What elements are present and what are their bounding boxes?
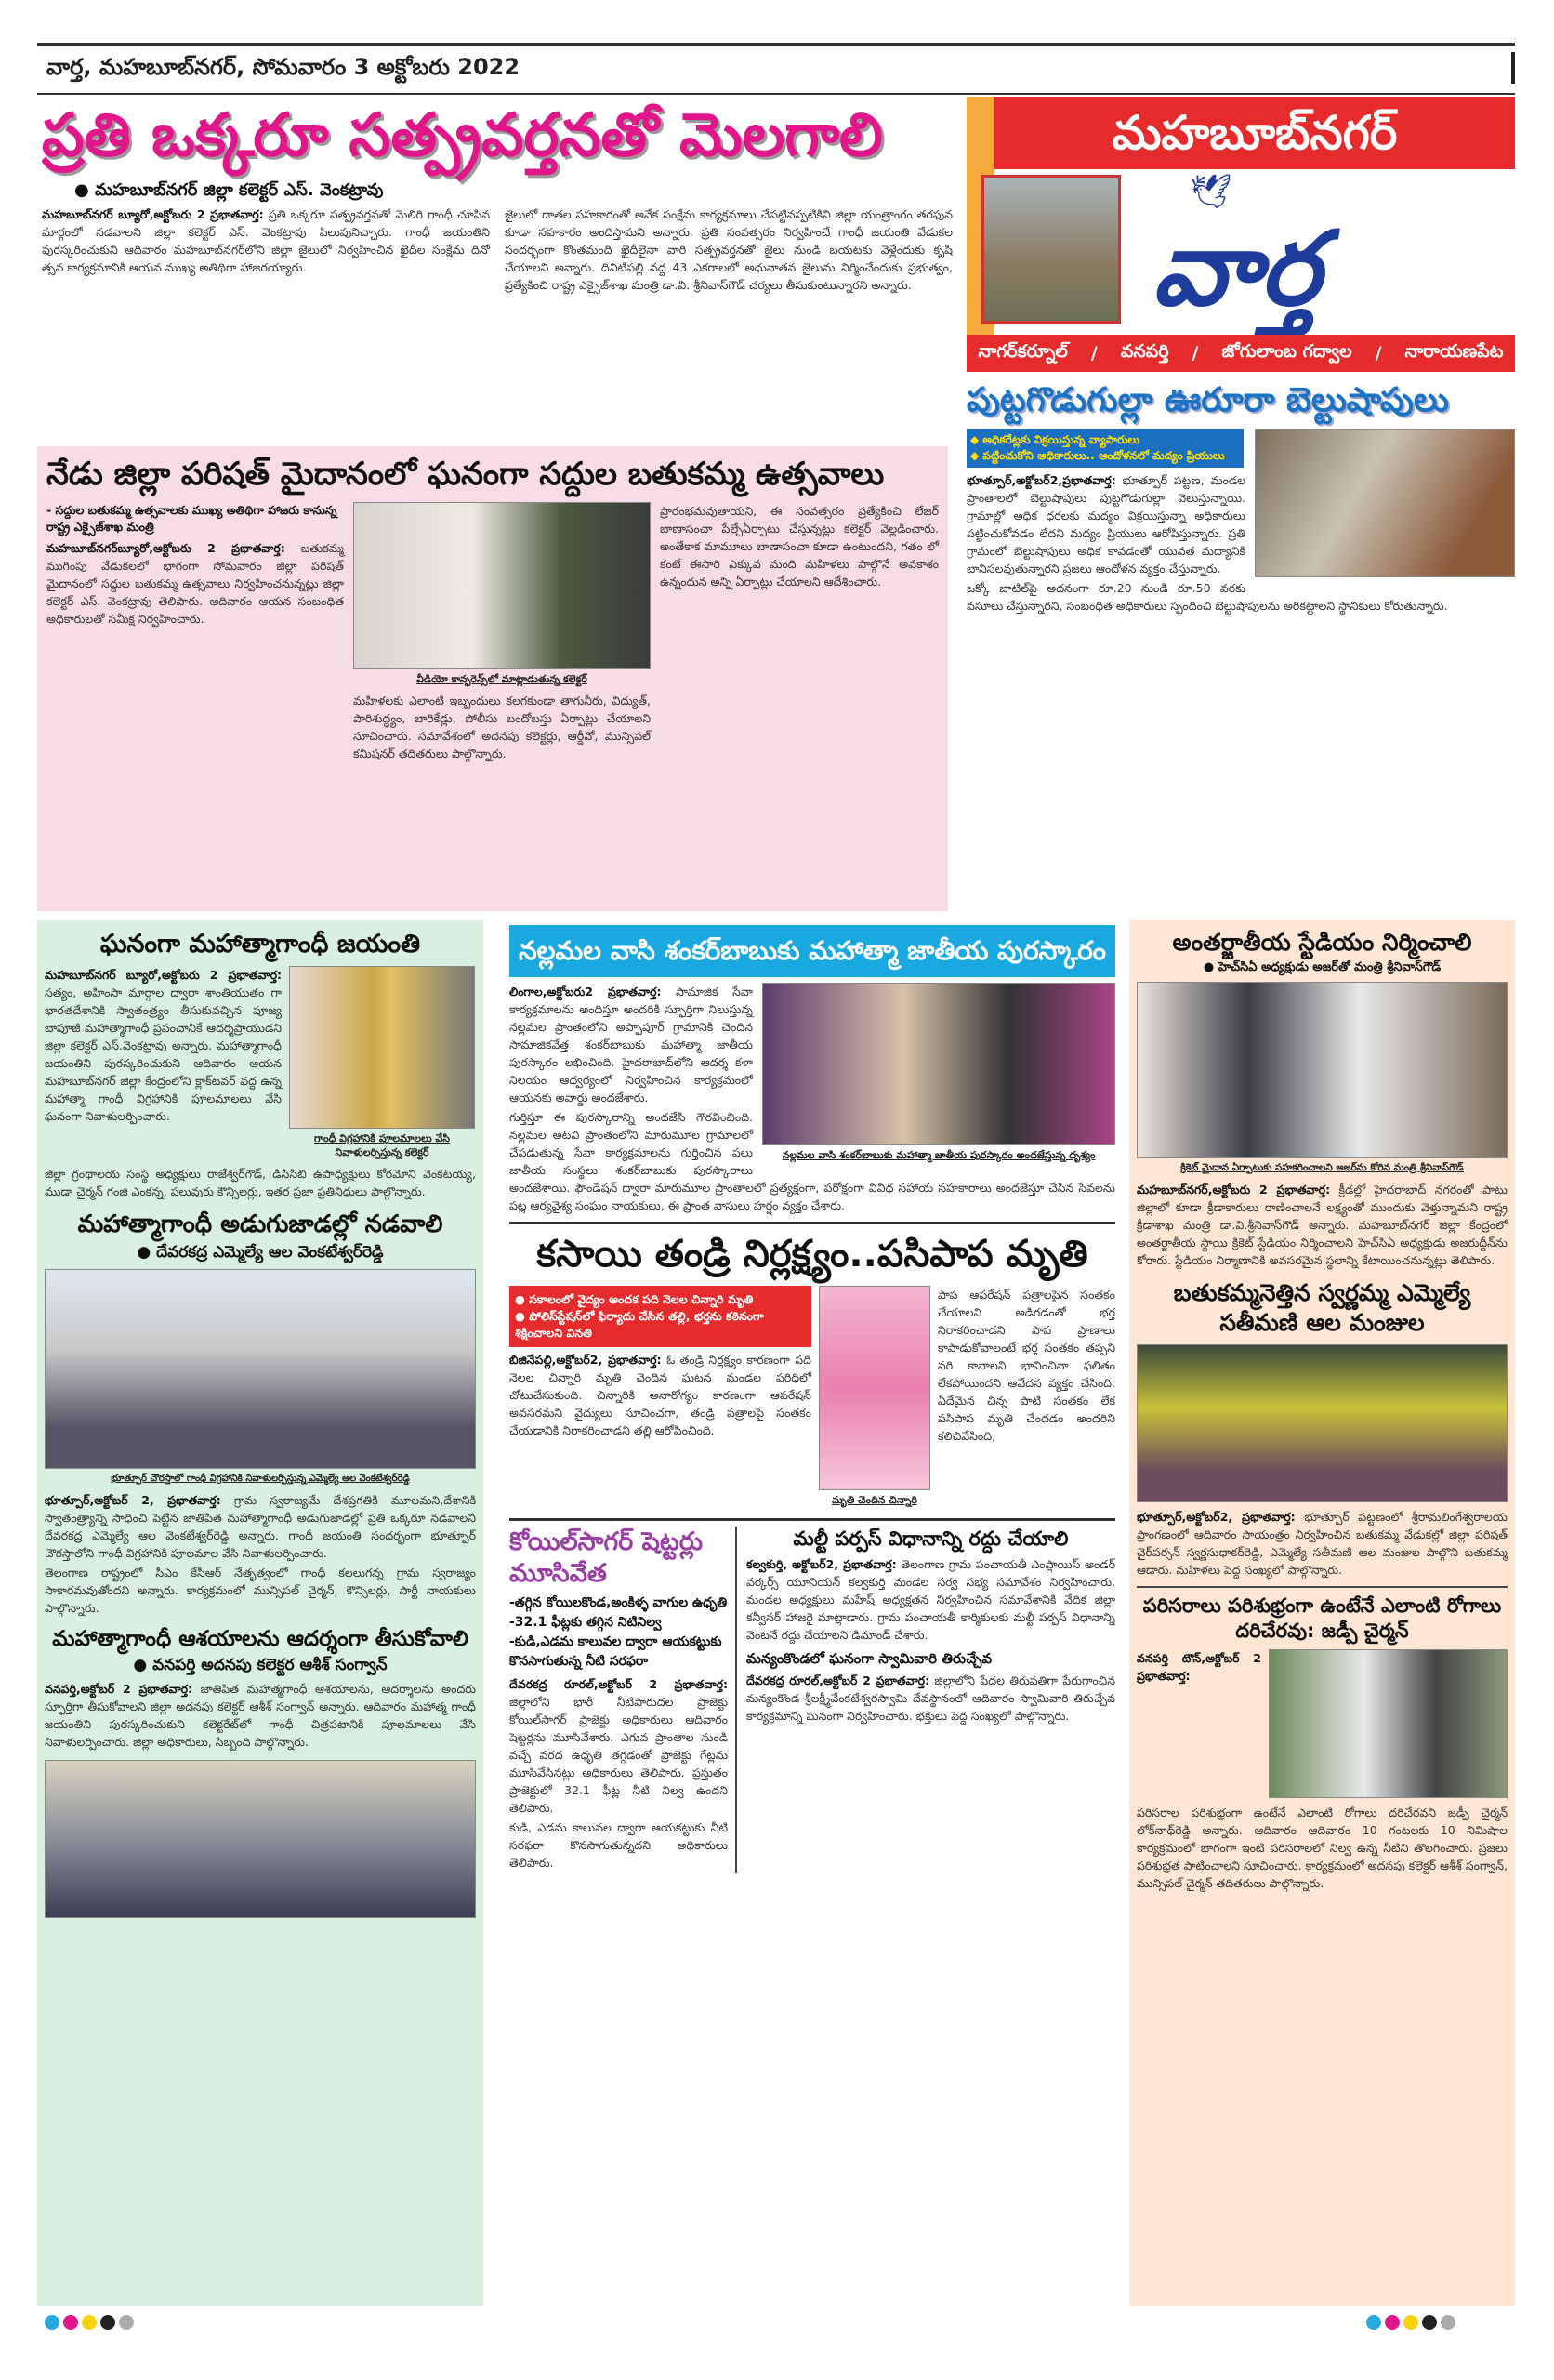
stadium-photo <box>1137 982 1508 1158</box>
baby-photo-block <box>819 1286 930 1513</box>
lead-dateline: మహబూబ్‌నగర్ బ్యూరో,అక్టోబరు 2 ప్రభాతవార్త: <box>42 206 264 221</box>
stadium-column <box>1129 920 1515 2306</box>
koilsagar-sub: -కుడి,ఎడమ కాలువల ద్వారా ఆయకట్టుకు కొనసాగుతున్న నీటి సరఫరా <box>509 1633 722 1669</box>
beer-bullet: ◆ అధికరేట్లకు విక్రయిస్తున్న వ్యాపారులు <box>970 433 1140 446</box>
multipurpose-headline: మల్టీ పర్పస్ విధానాన్ని రద్దు చేయాలి <box>793 1527 1069 1550</box>
zp-body-2 <box>1137 1804 1508 1894</box>
batukamma-caption: వీడియో కాన్ఫరెన్స్‌లో మాట్లాడుతున్న కలెక్టర్ <box>416 673 587 686</box>
stadium-caption: క్రికెట్ మైదాన ఏర్పాటుకు సహకరించాలని అజర్‌ను కోరిన మంత్రి శ్రీనివాస్‌గౌడ్ <box>1180 1161 1464 1173</box>
swarnamma-dateline: భూత్పూర్,అక్టోబర్2, ప్రభాతవార్త: <box>1137 1509 1296 1524</box>
koilsagar-subs <box>509 1593 728 1672</box>
devarakadra-para: గ్రామ స్వరాజ్యమే దేశప్రగతికి మూలమని,దేశానికి స్వాతంత్ర్యాన్ని సాధించి పెట్టిన జాతిపిత మహాత్మాగాంధీ అడుగుజాడల్లో ప్రతి ఒక్కరూ నడవాలని దేవరకద్ర ఎమ్మెల్యే ఆల వెంకటేశ్వర్‌రెడ్డి అన్నారు. గాంధీ జయంతి సందర్భంగా భూత్పూర్ చౌరస్తాలోని గాంధీ విగ్రహానికి పూలమాల వేసి నివాళులర్పించారు. <box>45 1492 476 1560</box>
nallamala-para: సామాజిక సేవా కార్యక్రమాలను అందిస్తూ అందరికి స్ఫూర్తిగా నిలుస్తున్న నల్లమల ప్రాంతంలోని అప్పాపూర్ గ్రామానికి చెందిన సామాజికవేత్త శంకర్‌బాబుకు మహాత్మా జాతీయ పురస్కారం లభించింది. హైదరాబాద్‌లోని ఆదర్శ కళా నిలయం ఆధ్వర్యంలో నిర్వహించిన కార్యక్రమంలో ఆయనకు అవార్డు అందజేశారు. <box>509 985 753 1104</box>
beer-headline: పుట్టగొడుగుల్లా ఊరూరా బెల్టుషాపులు <box>967 381 1449 419</box>
top-rule <box>37 43 1515 46</box>
gandhi-photo-block <box>289 966 475 1165</box>
batukamma-para: ప్రారంభమవుతాయని, ఈ సంవత్సరం ప్రత్యేకించి లేజర్ బాణాసంచా పేల్చేఏర్పాటు చేస్తున్నట్లు కలెక్టర్ వెల్లడించారు. అంతేకాక మామూలు బాణాసంచా కూడా ఉంటుందని, గతం లో కంటే ఈసారి ఎక్కువ మంది మహిళలు పాల్గొనే అవకాశం ఉన్నందున అన్ని ఏర్పాట్లు చేయాలని ఆదేశించారు. <box>660 504 939 589</box>
beer-para: భూత్పూర్ పట్టణ, మండల ప్రాంతాలలో బెల్టుషాపులు పుట్టగొడుగుల్లా వెలుస్తున్నాయి. గ్రామాల్లో అధిక ధరలకు మద్యం విక్రయిస్తున్నా అధికారులు పట్టించుకోవడం లేదని మద్యం ప్రియులు ఆరోపిస్తున్నారు. ప్రతి గ్రామంలో బెల్టుషాపులు అధిక కావడంతో యువత మద్యానికి బానిసలవుతున్నారని ప్రజలు ఆందోళన వ్యక్తం చేస్తున్నారు. <box>967 473 1245 575</box>
beer-dateline: భూత్పూర్,అక్టోబర్2,ప్రభాతవార్త: <box>967 473 1116 487</box>
swarnamma-para: భూత్పూర్ పట్టణంలో శ్రీరామలింగేశ్వరాలయ ప్రాంగణంలో ఆదివారం సాయంత్రం నిర్వహించిన బతుకమ్మ వేడుకల్లో జిల్లా పరిషత్ చైర్‌పర్సన్ స్వర్ణసుధాకర్‌రెడ్డి, ఎమ్మెల్యే సతీమణి ఆల మంజుల పాల్గొని బతుకమ్మ ఆడారు. మహిళలు పెద్ద సంఖ్యలో పాల్గొన్నారు. <box>1137 1509 1508 1577</box>
lead-headline: ప్రతి ఒక్కరూ సత్ప్రవర్తనతో మెలగాలి <box>42 101 883 170</box>
zp-dateline: వనపర్తి టౌన్,అక్టోబర్ 2 ప్రభాతవార్త: <box>1137 1651 1261 1684</box>
beer-bullet: ◆ పట్టించుకోని అధికారులు.. ఆందోళనలో మద్యం ప్రియులు <box>970 449 1225 462</box>
divider <box>509 1222 1115 1224</box>
nallamala-dateline: లింగాల,అక్టోబరు2 ప్రభాతవార్త: <box>509 985 662 998</box>
masthead-region: మహబూబ్‌నగర్ <box>994 97 1515 169</box>
swarnamma-headline: బతుకమ్మనెత్తిన స్వర్ణమ్మ ఎమ్మెల్యే సతీమణి ఆల మంజుల <box>1173 1278 1471 1336</box>
kasai-caption: మృతి చెందిన చిన్నారి <box>832 1494 917 1506</box>
nallamala-headline: నల్లమల వాసి శంకర్‌బాబుకు మహాత్మా జాతీయ పురస్కారం <box>509 925 1115 977</box>
video-conference-photo <box>353 502 651 669</box>
wanaparthy-photo <box>45 1760 476 1918</box>
lead-body <box>42 205 953 294</box>
stadium-byline: ● హెచ్‌సిఏ అధ్యక్షుడు అజర్‌తో మంత్రి శ్రీనివాస్‌గౌడ్ <box>1203 959 1442 974</box>
lead-para: జైలులో దాతల సహకారంతో అనేక సంక్షేమ కార్యక్రమాలు చేపట్టినప్పటికిని జిల్లా యంత్రాంగం తరఫున కూడా సహకారం అందిస్తామని అన్నారు. ప్రతి సంవత్సరం నిర్వహించే గాంధీ జయంతి వేడుకల సందర్భంగా కొంతమంది ఖైదీలైనా వారి సత్ప్రవర్తనతో జైలు నుండి బయటకు వెళ్లేందుకు కృషి చేయాలని అన్నారు. దివిటిపల్లి వద్ద 43 ఎకరాలలో అధునాతన జైలును నిర్మించేందుకు ప్రభుత్వం, ప్రత్యేకించి రాష్ట్ర ఎక్సైజ్‌శాఖ మంత్రి డా.వి. శ్రీనివాస్‌గౌడ్ చర్యలు తీసుకుంటున్నారని అన్నారు. <box>505 206 953 292</box>
koilsagar-para: జిల్లాలోని భారీ నీటిపారుదల ప్రాజెక్టు కోయిల్‌సాగర్ ప్రాజెక్టు అధికారులు ఆదివారం షెట్టర్లను మూసివేశారు. ఎగువ ప్రాంతాల నుండి వచ్చే వరద ఉధృతి తగ్గడంతో ప్రాజెక్టు గేట్లను మూసివేసినట్లు అధికారులు తెలిపారు. ప్రస్తుతం ప్రాజెక్టులో 32.1 ఫీట్ల నీటి నిల్వ ఉందని తెలిపారు. <box>509 1694 728 1815</box>
divider <box>509 1518 1115 1521</box>
cleanliness-photo <box>1269 1649 1508 1798</box>
dateline: వార్త, మహబూబ్‌నగర్, సోమవారం 3 అక్టోబరు 2022 <box>46 54 520 80</box>
kasai-left <box>509 1286 811 1441</box>
lead-para: ప్రతి ఒక్కరూ సత్ప్రవర్తనతో మెలిగి గాంధీ చూపిన మార్గంలో నడవాలని జిల్లా కలెక్టర్ ఎస్. వెంకట్రావు పిలుపునిచ్చారు. గాంధీ జయంతిని పురస్కరించుకుని ఆదివారం మహబూబ్‌నగర్‌లోని జిల్లా జైలులో నిర్వహించిన ఖైదీల సంక్షేమ దినో త్సవ కార్యక్రమానికి ఆయన ముఖ్య అతిథిగా హాజరయ్యారు. <box>42 206 490 274</box>
batukamma-celebration-photo <box>1137 1344 1508 1502</box>
header-rule <box>37 93 1515 95</box>
dam-photo <box>981 175 1121 324</box>
stadium-dateline: మహబూబ్‌నగర్,అక్టోబరు 2 ప్రభాతవార్త: <box>1137 1182 1331 1197</box>
gandhi-column <box>37 920 483 2306</box>
koilsagar-dateline: దేవరకద్ర రూరల్,అక్టోబర్ 2 ప్రభాతవార్త: <box>509 1676 728 1691</box>
kasai-body-2 <box>938 1286 1115 1447</box>
batukamma-body-right <box>660 502 939 592</box>
kasai-body <box>509 1351 811 1439</box>
page-marker <box>1511 52 1515 84</box>
batukamma-section <box>37 446 948 911</box>
gandhi-para: సత్యం, అహింసా మార్గాల ద్వారా శాంతియుతం గా భారతదేశానికి స్వాతంత్ర్యం తీసుకువచ్చిన పూజ్య బాపూజీ మహాత్మాగాంధీ ప్రపంచానికే ఆదర్శప్రాయుడని జిల్లా కలెక్టర్ ఎస్.వెంకట్రావు అన్నారు. మహాత్మాగాంధీ జయంతిని పురస్కరించుకుని ఆదివారం ఆయన మహబూబ్‌నగర్ జిల్లా కేంద్రంలోని క్లాక్‌టవర్ వద్ద ఉన్న మహాత్మా గాంధీ విగ్రహానికి పూలమాలలు వేసి ఘనంగా నివాళులర్పించారు. <box>45 985 282 1124</box>
batukamma-para: బతుకమ్మ ముగింపు వేడుకలలో భాగంగా సోమవారం జిల్లా పరిషత్ మైదానంలో సద్దుల బతుకమ్మ ఉత్సవాలు నిర్వహించనున్నట్లు జిల్లా కలెక్టర్ ఎస్. వెంకట్రావు తెలిపారు. ఆదివారం ఆయన సంబంధిత అధికారులతో సమీక్ష నిర్వహించారు. <box>46 541 344 627</box>
batukamma-para: మహిళలకు ఎలాంటి ఇబ్బందులు కలగకుండా తాగునీరు, విద్యుత్, పారిశుద్ధ్యం, బారికేడ్లు, పోలీసు బందోబస్తు ఏర్పాట్లు చేయాలని సూచించారు. సమావేశంలో అదనపు కలెక్టర్లు, ఆర్డీవో, మున్సిపల్ కమిషనర్ తదితరులు పాల్గొన్నారు. <box>353 694 651 761</box>
zp-para: పరిసరాల పరిశుభ్రంగా ఉంటేనే ఎలాంటి రోగాలు దరిచేరవని జడ్పీ చైర్మన్ లోక్‌నాథ్‌రెడ్డి అన్నారు. ఆదివారం ఆదివారం 10 గంటలకు 10 నిమిషాల కార్యక్రమంలో భాగంగా ఇంటి పరిసరాలలో నిల్వ ఉన్న నీటిని తొలగించారు. ప్రజలు పరిశుభ్రత పాటించాలని సూచించారు. కార్యక్రమంలో అదనపు కలెక్టర్ ఆశీశ్ సంగ్వాన్, మున్సిపల్ చైర్మన్ తదితరులు పాల్గొన్నారు. <box>1137 1805 1508 1891</box>
devarakadra-byline: ● దేవరకద్ర ఎమ్మెల్యే ఆల వెంకటేశ్వర్‌రెడ్డి <box>137 1242 384 1262</box>
kasai-headline: కసాయి తండ్రి నిర్లక్ష్యం..పసిపాప మృతి <box>536 1233 1088 1276</box>
devarakadra-body <box>45 1491 476 1619</box>
manyamkonda-para: జిల్లాలోని పేదల తిరుపతిగా పేరుగాంచిన మన్యంకొండ శ్రీలక్ష్మీవేంకటేశ్వరస్వామి దేవస్థానంలో ఆదివారం స్వామివారి తిరుచ్చేవ కార్యక్రమాన్ని ఘనంగా నిర్వహించారు. భక్తులు పెద్ద సంఖ్యలో పాల్గొన్నారు. <box>746 1673 1115 1724</box>
nallamala-article <box>509 983 1115 1216</box>
devarakadra-caption: భూత్పూర్ చౌరస్తాలో గాంధీ విగ్రహానికి నివాళులర్పిస్తున్న ఎమ్మెల్యే ఆల వెంకటేశ్వర్‌రెడ్డి <box>111 1473 410 1484</box>
stadium-headline: అంతర్జాతీయ స్టేడియం నిర్మించాలి <box>1172 929 1472 956</box>
lead-byline: ● మహబూబ్‌నగర్ జిల్లా కలెక్టర్ ఎస్. వెంకట్రావు <box>74 179 384 200</box>
koilsagar-para: కుడి, ఎడమ కాలువల ద్వారా ఆయకట్టుకు నీటి సరఫరా కొనసాగుతున్నదని అధికారులు తెలిపారు. <box>509 1819 728 1870</box>
swarnamma-body <box>1137 1508 1508 1580</box>
batukamma-sub: - సద్దుల బతుకమ్మ ఉత్సవాలకు ముఖ్య అతిథిగా హాజరు కానున్న రాష్ట్ర ఎక్సైజ్‌శాఖ మంత్రి <box>46 503 337 535</box>
kasai-bullet: ● పోలిస్‌స్టేషన్‌లో ఫిర్యాదు చేసిన తల్లి, భర్తను కఠినంగా శిక్షించాలని వినతి <box>515 1309 764 1340</box>
dove-icon: 🕊 <box>1190 173 1232 211</box>
batukamma-headline: నేడు జిల్లా పరిషత్ మైదానంలో ఘనంగా సద్దుల బతుకమ్మ ఉత్సవాలు <box>46 456 885 493</box>
nallamala-caption: నల్లమల వాసి శంకర్‌బాబుకు మహాత్మా జాతీయ పురస్కారం అందజేస్తున్న దృశ్యం <box>782 1149 1096 1161</box>
district: వనపర్తి <box>1120 340 1169 362</box>
gandhi-body-2 <box>45 1165 476 1202</box>
award-photo-block <box>762 983 1115 1168</box>
koilsagar-article <box>509 1527 737 1873</box>
baby-photo <box>819 1286 930 1490</box>
batukamma-body-mid <box>353 692 651 762</box>
kasai-para: ఓ తండ్రి నిర్లక్ష్యం కారణంగా పది నెలల చిన్నారి మృతి చెందిన ఘటన మండల పరిధిలో చోటుచేసుకుంది. చిన్నారికి అనారోగ్యం కారణంగా ఆపరేషన్ అవసరమని వైద్యులు సూచించగా, తండ్రి పత్రాలపై సంతకం చేయడానికి నిరాకరించాడని తల్లి ఆరోపించింది. <box>509 1353 811 1437</box>
kasai-highlights <box>509 1286 811 1347</box>
devarakadra-dateline: భూత్పూర్,అక్టోబర్ 2, ప్రభాతవార్త: <box>45 1492 221 1507</box>
wanaparthy-byline: ● వనపర్తి అదనపు కలెక్టర ఆశీశ్ సంగ్వాన్ <box>133 1655 388 1674</box>
wanaparthy-dateline: వనపర్తి,అక్టోబర్ 2 ప్రభాతవార్త: <box>45 1681 193 1696</box>
nallamala-para-2: గుర్తిస్తూ ఈ పురస్కారాన్ని అందజేసి గౌరవించింది. నల్లమల అటవి ప్రాంతంలోని మారుమూల గ్రామాలలో చేపడుతున్న సేవా కార్యక్రమాలను గుర్తించిన పలు జాతీయ సంస్థలు శంకర్‌బాబుకు పురస్కారాలు అందజేశాయి. ఫౌండేషన్ ద్వారా మారుమూల ప్రాంతాలలో ప్రత్యక్షంగా, పరోక్షంగా వివిధ సహాయ సహకారాలు అందజేస్తూ చేసిన సేవలను పట్ల ఆర్యవైశ్య సంఘం నాయకులు, ఈ ప్రాంత వాసులు హర్షం వ్యక్తం చేశారు. <box>509 1110 1115 1212</box>
color-registration-left <box>45 2315 138 2334</box>
batukamma-body-left <box>46 539 344 628</box>
koilsagar-sub: -32.1 ఫీట్లకు తగ్గిన నిటినిల్వ <box>509 1614 662 1630</box>
beer-article <box>967 379 1515 911</box>
beer-para: ఒక్కో బాటిల్‌పై అదనంగా రూ.20 నుండి రూ.50 వరకు వసూలు చేస్తున్నారని, సంబంధిత అధికారులు స్పందించి బెల్టుషాపులను అరికట్టాలని స్థానికులు కోరుతున్నారు. <box>967 581 1448 613</box>
masthead-name: వార్త <box>1152 209 1321 328</box>
gandhi-para: జిల్లా గ్రంథాలయ సంస్థ అధ్యక్షులు రాజేశ్వర్‌గౌడ్, డిసిసిబి ఉపాధ్యక్షులు కోరమోని వెంకటయ్య, ముడా చైర్మన్ గంజి ఎంకన్న, పలువురు కౌన్సిలర్లు, ఇతర ప్రజా ప్రతినిధులు పాల్గొన్నారు. <box>45 1167 476 1199</box>
multipurpose-body <box>746 1555 1115 1644</box>
color-registration-right <box>1366 2315 1459 2334</box>
devarakadra-headline: మహాత్మాగాంధీ అడుగుజాడల్లో నడవాలి <box>77 1210 443 1239</box>
kasai-bullet: ● సకాలంలో వైద్యం అందక పది నెలల చిన్నారి మృతి <box>515 1292 754 1306</box>
gandhi-body <box>45 966 282 1127</box>
masthead-districts: నాగర్‌కర్నూల్ / వనపర్తి / జోగులాంబ గద్వాల / నారాయణపేట <box>967 335 1515 372</box>
stadium-body <box>1137 1181 1508 1271</box>
batukamma-mid <box>353 502 651 764</box>
divider <box>1137 1586 1508 1588</box>
wanaparthy-body <box>45 1680 476 1752</box>
gandhi-caption: గాంధీ విగ్రహానికి పూలమాలలు వేసి నివాళులర్పిస్తున్న కలెక్టర్ <box>314 1132 450 1159</box>
batukamma-dateline: మహబూబ్‌నగర్‌బ్యూరో,అక్టోబరు 2 ప్రభాతవార్త: <box>46 541 285 556</box>
batukamma-left <box>46 502 344 629</box>
beer-highlights <box>967 429 1244 468</box>
koilsagar-body <box>509 1675 728 1871</box>
manyamkonda-body <box>746 1672 1115 1725</box>
devarakadra-photo <box>45 1269 476 1469</box>
kasai-para: పాప ఆపరేషన్ పత్రాలపైన సంతకం చేయాలని అడిగడంతో భర్త నిరాకరించాడని పాప ప్రాణాలు కాపాడుకోవాలంటే భర్త సంతకం తప్పని సరి కావాలని భావించినా ఫలితం లేకపోయిందని ఆవేదన వ్యక్తం చేసింది. ఏదేమైన చిన్న పాటి సంతకం లేక పసిపాప మృతి చేందడం అందరిని కలిచివేసింది, <box>938 1288 1115 1443</box>
wanaparthy-para: జాతిపిత మహాత్మగాంధీ ఆశయాలను, ఆదర్శాలను అందరు స్ఫూర్తిగా తీసుకోవాలని జిల్లా అదనపు కలెక్టర్ ఆశీశ్ సంగ్వాన్ అన్నారు. ఆదివారం మహాత్మ గాంధీ జయంతిని పురస్కరించుకుని కలెక్టరేట్‌లో గాంధీ చిత్రపటానికి పూలమాలలు వేసి నివాళులర్పించారు. జిల్లా అధికారులు, సిబ్బంది పాల్గొన్నారు. <box>45 1681 477 1749</box>
gandhi-headline: ఘనంగా మహాత్మాగాంధీ జయంతి <box>99 930 421 959</box>
lead-article <box>42 100 953 441</box>
masthead <box>967 97 1515 372</box>
zp-body <box>1137 1649 1261 1686</box>
beer-shop-photo <box>1255 429 1515 577</box>
multipurpose-para: తెలంగాణ గ్రామ పంచాయతీ ఎంప్లాయిస్ అండర్ వర్కర్స్ యూనియన్ కల్వకుర్తి మండల సర్వ సభ్య సమావేశం నిర్వహించారు. మండల అధ్యక్షులు మహేష్ అధ్యక్షతన నిర్వహించిన సమావేశానికి వేదిక జిల్లా కన్వీనర్ హాజరై మాట్లాడారు. గ్రామ పంచాయతీ కార్మికులకు మల్టీ పర్పస్ విధానాన్ని వెంటనే రద్దు చేయాలని డిమాండ్ చేశారు. <box>746 1557 1115 1643</box>
stadium-para: క్రీడల్లో హైదరాబాద్ నగరంతో పాటు జిల్లాలో కూడా క్రీడాకారులు రాణించాలనే లక్ష్యంతో ముందుకు వెళ్తున్నామని రాష్ట్ర క్రీడాశాఖ మంత్రి డా.వి.శ్రీనివాస్‌గౌడ్ అన్నారు. మహబూబ్‌నగర్ జిల్లా కేంద్రంలో అంతర్జాతీయ స్థాయి క్రికెట్ స్టేడియం నిర్మించాలని హెచ్‌సిఏ అధ్యక్షుడు అజరుద్దీన్‌ను కోరారు. స్టేడియం నిర్మాణానికి అవసరమైన స్థలాన్ని కేటాయించనున్నట్లు తెలిపారు. <box>1137 1182 1508 1267</box>
gandhi-dateline: మహబూబ్‌నగర్ బ్యూరో,అక్టోబరు 2 ప్రభాతవార్త: <box>45 968 282 983</box>
district: నాగర్‌కర్నూల్ <box>978 340 1068 362</box>
koilsagar-sub: -తగ్గిన కోయిలకొండ,అంకిళ్ళ వాగుల ఉధృతి <box>509 1594 728 1610</box>
district: నారాయణపేట <box>1404 340 1504 362</box>
manyamkonda-dateline: దేవరకద్ర రూరల్,అక్టోబర్ 2 ప్రభాతవార్త: <box>746 1673 930 1688</box>
multipurpose-article <box>737 1527 1115 1726</box>
award-photo <box>762 983 1115 1145</box>
zp-headline: పరిసరాలు పరిశుభ్రంగా ఉంటేనే ఎలాంటి రోగాలు దరిచేరవు: జడ్పీ చైర్మన్ <box>1142 1593 1502 1642</box>
wanaparthy-headline: మహాత్మాగాంధీ ఆశయాలను ఆదర్శంగా తీసుకోవాలి <box>52 1626 468 1651</box>
kasai-dateline: బిజినేపల్లి,అక్టోబర్2, ప్రభాతవార్త: <box>509 1353 662 1367</box>
middle-column <box>509 925 1115 2306</box>
multipurpose-dateline: కల్వకుర్తి, అక్టోబర్2, ప్రభాతవార్త: <box>746 1557 897 1572</box>
district: జోగులాంబ గద్వాల <box>1221 340 1352 362</box>
manyamkonda-subhead: మన్యంకొండలో ఘనంగా స్వామివారి తిరుచ్చేవ <box>746 1650 992 1668</box>
gandhi-statue-photo <box>289 966 475 1129</box>
koilsagar-headline: కోయిల్‌సాగర్ షెట్టర్లు మూసివేత <box>509 1527 704 1588</box>
devarakadra-para: తెలంగాణ రాష్ట్రంలో సీఎం కేసీఆర్ నేతృత్వంలో గాంధీ కలలుగన్న గ్రామ స్వరాజ్యం సాకారమవుతోందని అన్నారు. కార్యక్రమంలో మున్సిపల్ చైర్మన్, కౌన్సిలర్లు, పార్టీ నాయకులు పాల్గొన్నారు. <box>45 1565 476 1615</box>
